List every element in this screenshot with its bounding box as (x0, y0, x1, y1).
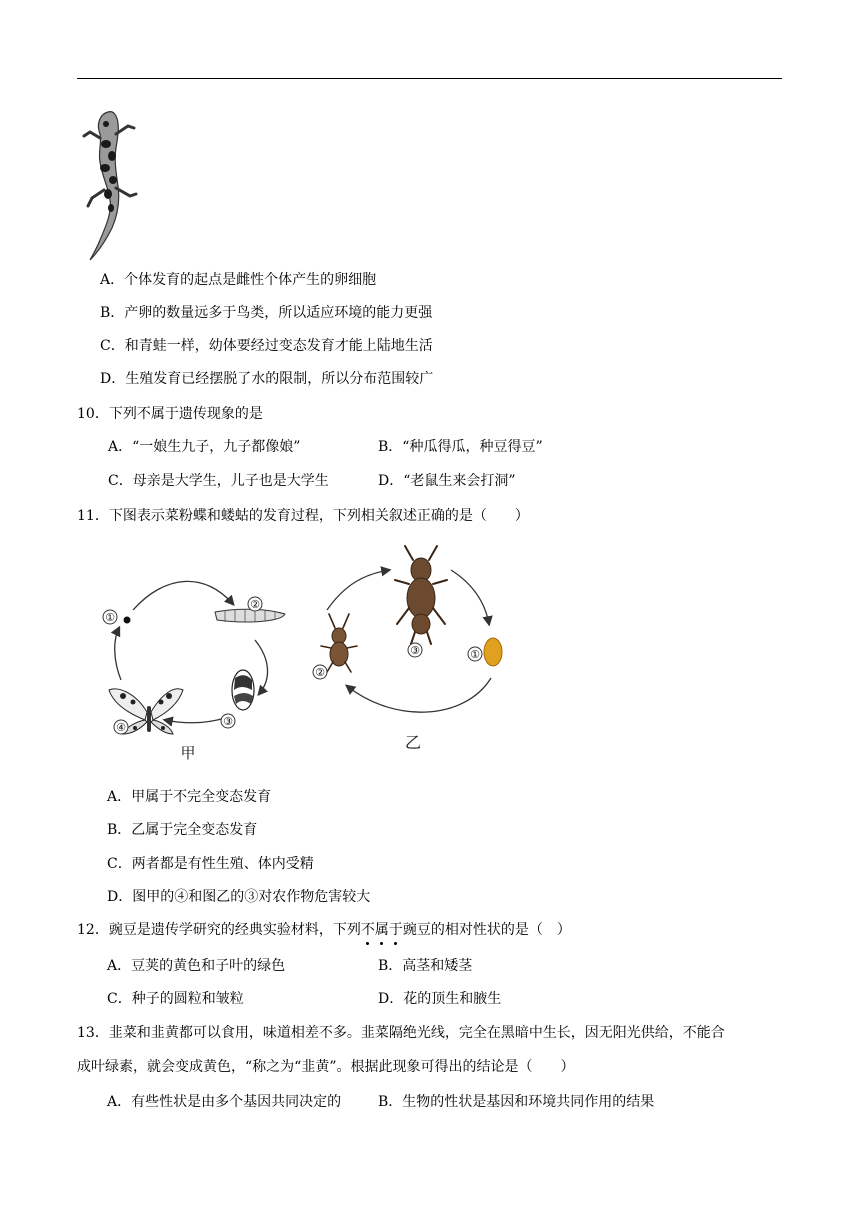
jia-stage-2-label: ② (250, 598, 260, 611)
q9-option-c[interactable]: C．和青蛙一样，幼体要经过变态发育才能上陆地生活 (100, 338, 433, 354)
figure-yi-caption: 乙 (404, 733, 422, 752)
yi-stage-1-label: ① (470, 648, 480, 661)
butterfly-lifecycle-figure (95, 570, 295, 765)
q10-option-b[interactable]: B．“种瓜得瓜，种豆得豆” (378, 439, 543, 455)
q13-stem-line-1: 13．韭菜和韭黄都可以食用，味道相差不多。韭菜隔绝光线，完全在黑暗中生长，因无阳光供给，不能合 (77, 1025, 725, 1041)
jia-stage-3-label: ③ (223, 715, 233, 728)
q9-option-a[interactable]: A．个体发育的起点是雌性个体产生的卵细胞 (100, 272, 377, 288)
emphasis-char: 不 (360, 922, 375, 938)
q12-option-a[interactable]: A．豆荚的黄色和子叶的绿色 (107, 958, 286, 974)
q11-option-a[interactable]: A．甲属于不完全变态发育 (107, 789, 272, 805)
q9-option-b[interactable]: B．产卵的数量远多于鸟类，所以适应环境的能力更强 (100, 305, 433, 321)
emphasis-char: 属 (374, 922, 389, 938)
q11-option-b[interactable]: B．乙属于完全变态发育 (107, 822, 258, 838)
emphasis-char: 于 (388, 922, 403, 938)
q10-option-d[interactable]: D．“老鼠生来会打洞” (378, 473, 516, 489)
header-rule (77, 78, 782, 79)
q10-option-a[interactable]: A．“一娘生九子，九子都像娘” (108, 439, 301, 455)
mole-cricket-lifecycle-figure (305, 540, 520, 755)
q13-option-b[interactable]: B．生物的性状是基因和环境共同作用的结果 (378, 1094, 655, 1110)
q9-option-d[interactable]: D．生殖发育已经摆脱了水的限制，所以分布范围较广 (100, 371, 434, 387)
jia-stage-1-label: ① (105, 611, 115, 624)
q11-stem: 11．下图表示菜粉蝶和蝼蛄的发育过程，下列相关叙述正确的是（ ） (77, 508, 529, 524)
figure-jia-caption: 甲 (180, 744, 196, 762)
q12-option-d[interactable]: D．花的顶生和腋生 (378, 991, 502, 1007)
salamander-figure (78, 104, 168, 264)
q11-option-d[interactable]: D．图甲的④和图乙的③对农作物危害较大 (107, 889, 371, 905)
yi-stage-3-label: ③ (410, 644, 420, 657)
q13-stem-line-2: 成叶绿素，就会变成黄色，“称之为“韭黄”。根据此现象可得出的结论是（ ） (77, 1059, 575, 1075)
q12-stem: 12．豌豆是遗传学研究的经典实验材料，下列不属于豌豆的相对性状的是（ ） (77, 922, 571, 938)
jia-stage-4-label: ④ (116, 721, 126, 734)
q12-option-b[interactable]: B．高茎和矮茎 (378, 958, 473, 974)
q12-option-c[interactable]: C．种子的圆粒和皱粒 (107, 991, 244, 1007)
yi-stage-2-label: ② (315, 666, 325, 679)
q10-option-c[interactable]: C．母亲是大学生，儿子也是大学生 (108, 473, 329, 489)
q10-stem: 10．下列不属于遗传现象的是 (77, 406, 263, 422)
q13-option-a[interactable]: A．有些性状是由多个基因共同决定的 (107, 1094, 342, 1110)
q11-option-c[interactable]: C．两者都是有性生殖、体内受精 (107, 856, 314, 872)
